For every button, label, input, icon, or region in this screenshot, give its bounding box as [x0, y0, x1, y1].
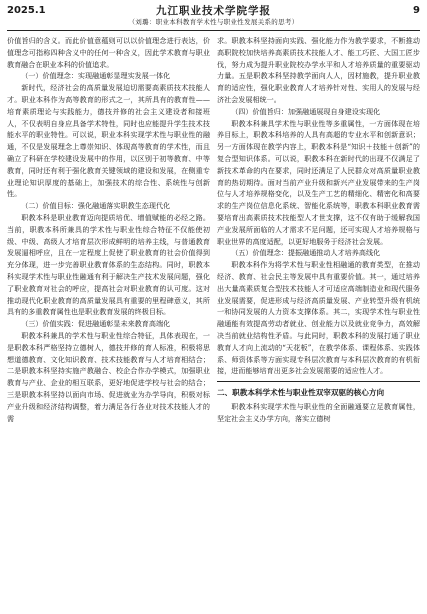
subsection-heading: （一）价值理念：实现融通彰显理实发展一体化	[21, 71, 171, 81]
subsection-heading: （二）价值目标：强化融通落实职教生态现代化	[21, 201, 171, 211]
paragraph: 职教本科兼具学术性与职业性等多重属性，一方面体现在培养目标上，职教本科培养的人具有高超的专业水平和创新意识；另一方面体现在教学内容上，职教本科是“知识＋技能＋创新”的复合型知识体系。可以说，职教本科在新时代的出现不仅满足了新技术革命的内在要求，同时还满足了人民群众对高质量职业教育的热切期待。面对当前产业升级和新兴产业发展带来的生产岗位与人才培养规格变化，以及生产工艺的精细化、精密化和高要求的生产岗位信息化系统、智能化系统等，职教本科职业教育需要培育出高素质技术技能型人才世支撑，这不仅有助于缓解我国产业发展所面临的人才需求不足问题，还可实现人才培养规格与职业世界的高度适配，以更好地服务于经济社会发展。	[217, 118, 420, 246]
section-divider	[217, 381, 420, 382]
running-header	[7, 0, 420, 31]
paragraph: 价值旨归的含义。而此价值意蕴则可以以价值理念进行表达，价值理念可指称四种含义中的任何一种含义，因此学术教育与职业教育融合在职业本科的价值追求。	[7, 36, 210, 69]
right-column	[217, 35, 420, 610]
paragraph: 职教本科作为将学术性与职业性相融通的教育类型，在推动经济、教育、社会民主等发展中具有重要价值。其一，通过培养出大量高素质复合型技术技能人才可适应高端制造业和现代服务业发展需要，促进形成与经济高质量发展、产业转型升级有机统一和协同发展的人力资本支撑体系。其二，实现学术性与职业性融通能有效提高劳动者就业、创业能力以及就业竞争力，高效解决当前就业结构性矛盾。与此同时，职教本科的发展打通了职业教育人才向上流动的“天花板”，在教学体系、课程体系、实践体系、师资体系等方面实现专科层次教育与本科层次教育的有机衔接，进而能够培育出更多社会发展需要的适应性人才。	[217, 260, 420, 376]
paragraph: 职教本科兼具的学术性与职业性综合特征，具体表现在，一是职教本科严格坚持立德树人，德技并修的育人标准，积极将思想道德教育、文化知识教育、技术技能教育与人才培育相结合；二是职教本科坚持实施产教融合、校企合作办学模式，加强职业教育与产业、企业的相互联系，更好地促进学校与社会的结合；三是职教本科坚持以面向市场、促进就业为办学导向，积极对标产业升级和经济结构调整，着力满足各行各业对技术技能人才的需	[7, 330, 210, 423]
subsection-heading: （五）价值理念：提振融通推动人才培养高线化	[231, 248, 381, 258]
journal-title: 九江职业技术学院学报	[156, 5, 271, 17]
paragraph: 职教本科实现学术性与职业性的全面融通要立足教育属性，坚定社会主义办学方向，落实立德树	[217, 402, 420, 423]
issue-date: 2025.1	[7, 5, 46, 16]
article-body	[7, 35, 420, 610]
subsection-heading: （四）价值旨归：加强融通展现自身建设实现化	[231, 106, 381, 116]
page-number: 9	[413, 5, 420, 16]
paragraph: 职教本科是职业教育迈向提质培优、增值赋能的必经之路。当前，职教本科所兼具的学术性与职业性综合特征不仅能使初级、中级、高级人才培育层次形成鲜明的培养主线，与普通教育发展逼相呼应，且在一定程度上促使了职业教育的社会价值得到充分体现，进一步完善职业教育体系的生态结构。同时，职教本科实现学术性与职业性融通有利于解决生产技术发展问题，强化了职业教育对社会的呼应，提高社会对职业教育的认可度。这对推动现代化职业教育的高质量发展具有重要的里程碑意义，其所具有的多重教育属性也是职业教育发展的终极目标。	[7, 212, 210, 317]
article-running-title: （刘璐：职业本科教育学术性与职业性发展关系的思考）	[128, 18, 299, 26]
left-column	[7, 35, 210, 610]
section-heading: 二、职教本科学术性与职业性双宰双驱的核心方向	[217, 388, 385, 398]
paragraph: 新时代，经济社会的高质量发展迫切需要高素质技术技能人才。职业本科作为高等教育的形式之一，其所具有的教育性——培育素质理论与实践能力，德技并修的社会主义建设者和接班人，不仅表明自身应具备学术特性，同时也应能提升学生技术技能水平的职业特性。可以说，职业本科实现学术性与职业性的融通，不仅是发展理念上尊崇知识、体现高等教育的学术性，而且确立了科研在学校建设发展中的作用，以区别于初等教育、中等教育，同时还有利于强化教育关键领域的建设和发展，在侧重专业理论知识厚度的基础上，加强技术的综合性、系统性与创新性。	[7, 83, 210, 199]
paragraph: 求。职教本科坚持面向实践、强化能力作为教学要求，不断推动高职院校加快培养高素质技术技能人才、能工巧匠、大国工匠步伐，努力成为提升职业院校办学水平和人才培养质量的重要驱动力量。五是职教本科坚持教学面向人人，因材施教，提升职业教育的适应性，强化职业教育人才培养针对性、实用人的发展与经济社会发展相统一。	[217, 36, 420, 104]
subsection-heading: （三）价值实践：促进融通彰显未来教育高端化	[21, 319, 171, 329]
